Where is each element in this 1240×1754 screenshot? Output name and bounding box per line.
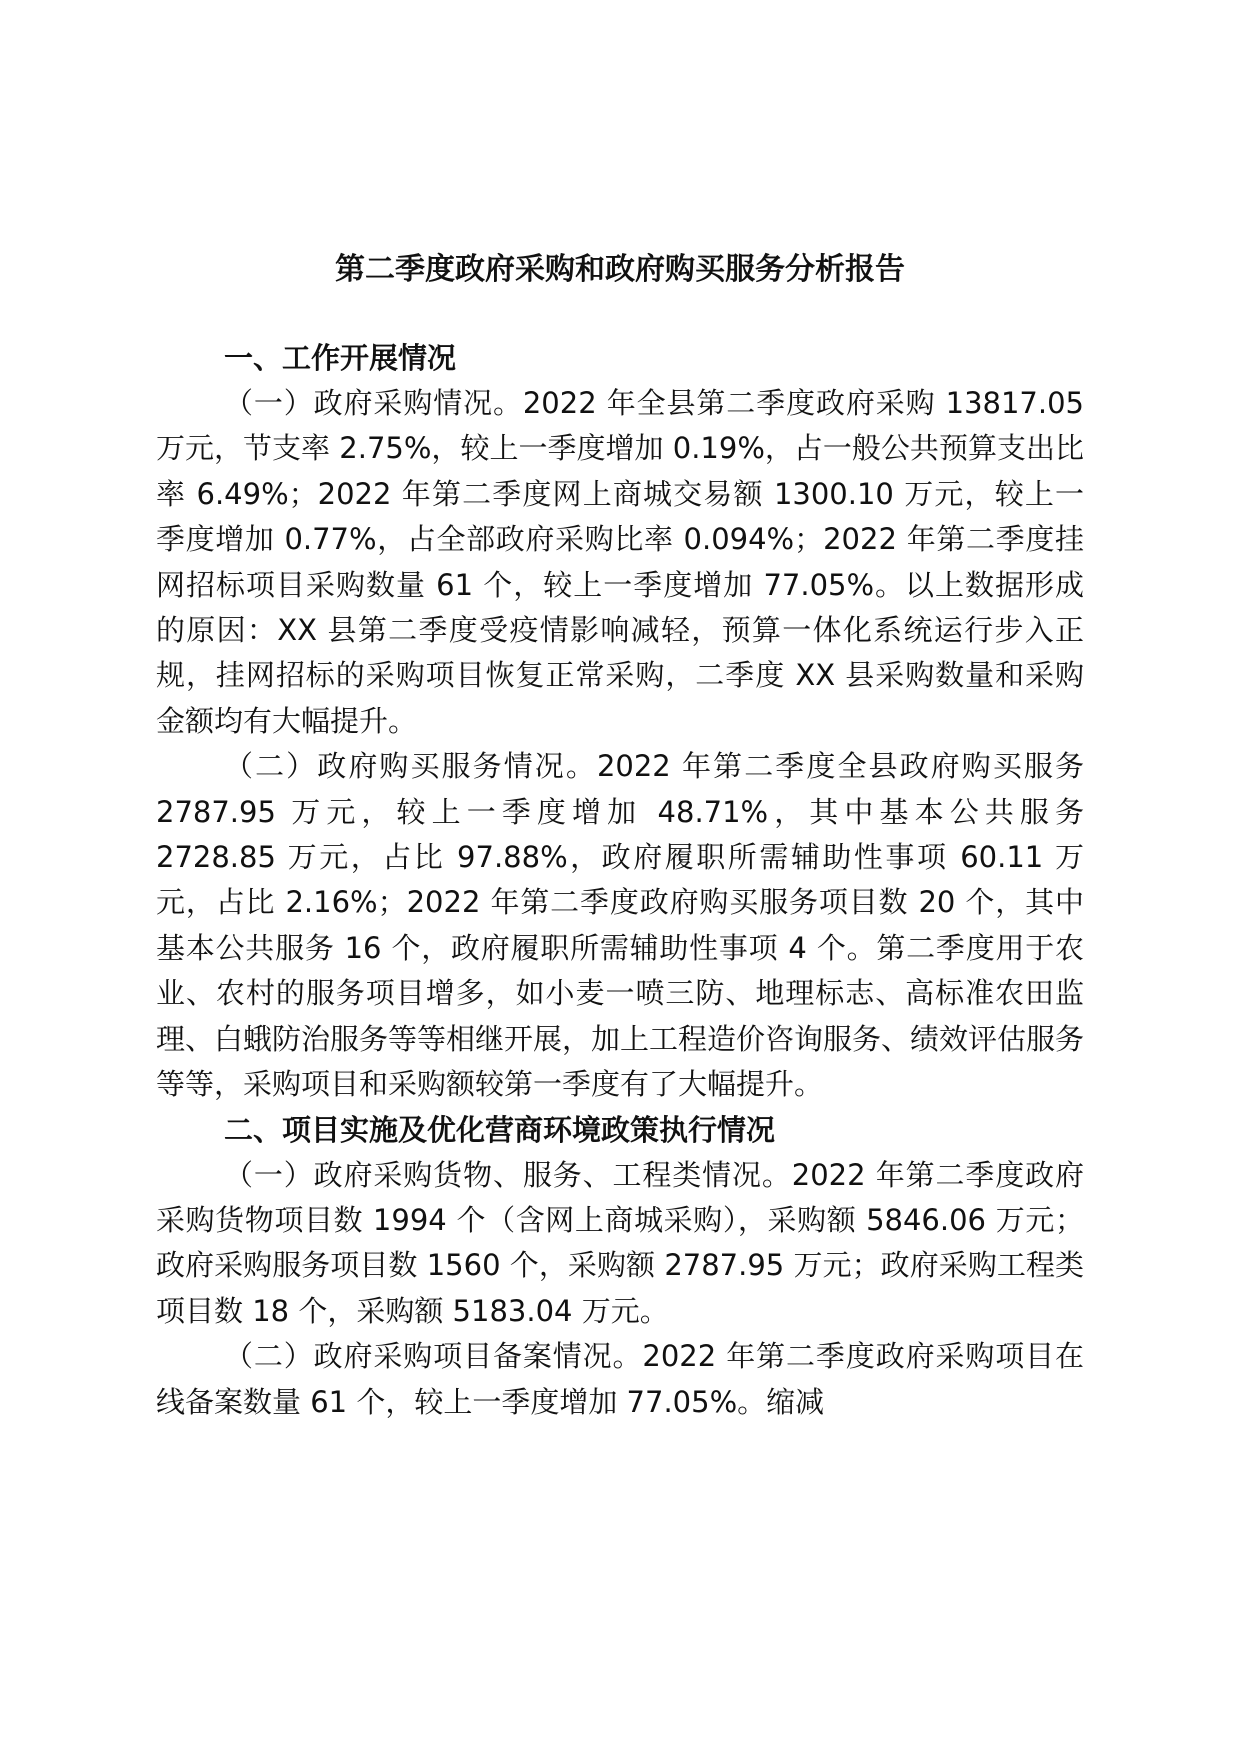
paragraph-goods-services-works: （一）政府采购货物、服务、工程类情况。2022 年第二季度政府采购货物项目数 1994 个（含网上商城采购），采购额 5846.06 万元；政府采购服务项目数 1560 个，采购额 2787.95 万元；政府采购工程类项目数 18 个，采购额 5183.04 万元。	[156, 1157, 1084, 1328]
section-heading-work-progress: 一、工作开展情况	[224, 341, 457, 375]
document-title: 第二季度政府采购和政府购买服务分析报告	[335, 252, 905, 287]
section-heading-project-implementation: 二、项目实施及优化营商环境政策执行情况	[224, 1112, 776, 1147]
paragraph-government-procurement: （一）政府采购情况。2022 年全县第二季度政府采购 13817.05 万元，节支率 2.75%，较上一季度增加 0.19%，占一般公共预算支出比率 6.49%；2022 年第二季度网上商城交易额 1300.10 万元，较上一季度增加 0.77%，占全部政府采购比率 0.094%；2022 年第二季度挂网招标项目采购数量 61 个，较上一季度增加 77.05%。以上数据形成的原因：XX 县第二季度受疫情影响减轻，预算一体化系统运行步入正规，挂网招标的采购项目恢复正常采购，二季度 XX 县采购数量和采购金额均有大幅提升。	[156, 386, 1084, 738]
document-page	[156, 248, 1084, 1425]
paragraph-government-purchase-services: （二）政府购买服务情况。2022 年第二季度全县政府购买服务 2787.95 万元，较上一季度增加 48.71%，其中基本公共服务 2728.85 万元，占比 97.88%，政府履职所需辅助性事项 60.11 万元，占比 2.16%；2022 年第二季度政府购买服务项目数 20 个，其中基本公共服务 16 个，政府履职所需辅助性事项 4 个。第二季度用于农业、农村的服务项目增多，如小麦一喷三防、地理标志、高标准农田监理、白蛾防治服务等等相继开展，加上工程造价咨询服务、绩效评估服务等等，采购项目和采购额较第一季度有了大幅提升。	[156, 749, 1085, 1102]
paragraph-project-filing: （二）政府采购项目备案情况。2022 年第二季度政府采购项目在线备案数量 61 个，较上一季度增加 77.05%。缩减	[156, 1339, 1084, 1419]
